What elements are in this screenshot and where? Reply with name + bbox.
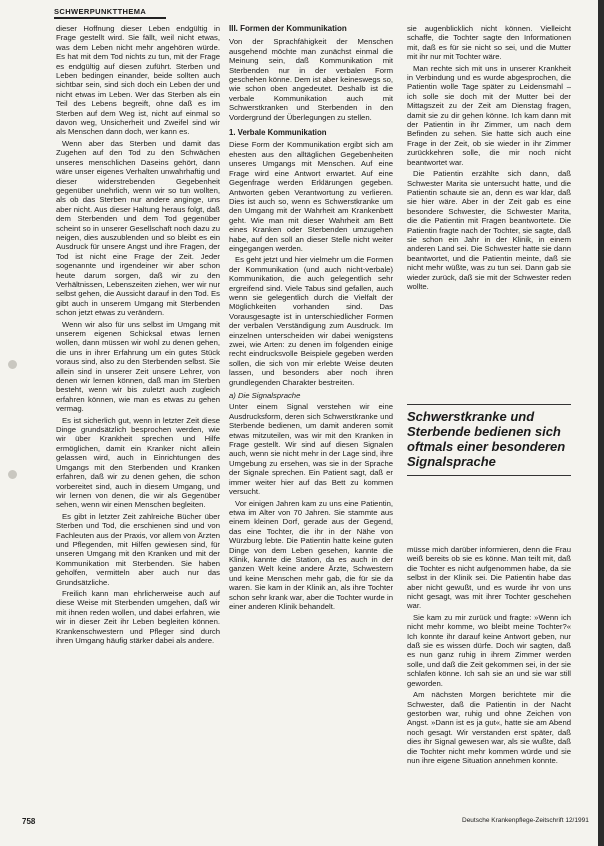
paragraph: Von der Sprachfähigkeit der Menschen ausgehend möchte man zunächst einmal die Meinung sein, daß Kommunikation mit Sterbenden nur in der verbalen Form geschehen könne. Dem ist aber keineswegs so, wie schon oben angedeutet. Deshalb ist die verbale Kommunikation auch mit Schwerstkranken und Sterbenden in den Vordergrund der Überlegungen zu stellen. (229, 37, 393, 122)
paragraph: dieser Hoffnung dieser Leben endgültig in Frage gestellt wird. Sie fällt, weil nicht etwas, was dem Leben nicht mehr angehören würde. Es hat mit dem Tod nichts zu tun, mit der Frage es endgültig auf diesen zuführt. Sterben und Leben bedingen einander, beide sollten auch sichtbar sein, sind sich doch ein Leben der und nicht etwas im Leben. Wer das Sterben als ein Teil des Lebens begreift, ohne daß es im Sterben auf dem Weg ist, nicht auf einmal so davon weg, Unsicherheit und Zweifel sind wir als Menschen dann doch, wer kann es. (56, 24, 220, 137)
paragraph: Es geht jetzt und hier vielmehr um die Formen der Kommunikation (und auch nicht-verbale) Kommunikation, die auch gelegentlich sehr ergreifend sind. Viele Tabus sind gefallen, auch wenn sie gelegentlich durch die Vielfalt der Möglichkeiten vorhanden sind. Das Vorausgesagte ist in unterschiedlicher Formen der verbalen Verständigung zum Ausdruck. Im einzelnen unterscheiden wir dabei wenigstens zwei, wie Arten: zu denen im folgenden einige recht eindrucksvolle Beispiele gegeben werden sollen, die sich von mir erlebte Weise deuten lassen, und besonders aber noch ihren grundlegenden Charakter bestreiten. (229, 255, 393, 387)
text-column-right-top (407, 24, 571, 394)
pull-quote: Schwerstkranke und Sterbende bedienen sich oftmals einer besonderen Signalsprache (407, 404, 571, 476)
binder-hole-mark (8, 360, 17, 369)
paragraph: Vor einigen Jahren kam zu uns eine Patientin, etwa im Alter von 70 Jahren. Sie stammte aus einem kleinen Dorf, gerade aus der Gegend, das eine Tochter, die ihr in der Nähe von Würzburg lebte. Die Patientin hatte keine guten Dinge von dem Leben gesehen, kannte die Klinik, kannte die Station, da es auch in der ganzen Welt keine andere Ärzte, Schwestern und keine Menschen mehr gab, die für sie da waren. Sie kam in der Klinik an, als ihre Tochter schon sehr krank war, aber die Tochter wurde in einer anderen Klinik behandelt. (229, 498, 393, 611)
italic-subheading: a) Die Signalsprache (229, 391, 301, 401)
page-number: 758 (22, 817, 36, 826)
paragraph: Am nächsten Morgen berichtete mir die Schwester, daß die Patientin in der Nacht gestorben war, ruhig und ohne Zeichen von Angst. »Dann ist es ja gut«, hatte sie am Abend noch gesagt. Wir verstanden erst später, daß dies ihr Signal gewesen war, als sie wußte, daß die Tochter nicht mehr kommen würde und sie nun ihre eigene Situation annehmen konnte. (407, 690, 571, 765)
paragraph: müsse mich darüber informieren, denn die Frau weiß bereits ob sie es könne. Man teilt mit, daß die Tochter es nicht aufgenommen habe, da sie selbst in der Klinik sei. Die Patientin habe das aber nicht gewußt, und es wurde ihr von uns nicht gesagt, was mit ihrer Tochter geschehen war. (407, 545, 571, 611)
text-column-right-bottom (407, 545, 571, 813)
paragraph: Es ist sicherlich gut, wenn in letzter Zeit diese Dinge grundsätzlich besprochen werden, wie wir über Krankheit sprechen und Hilfe ermöglichen, damit ein Kranker nicht allein gelassen wird, auch in Einrichtungen des Umgangs mit den Sterbenden und Kranken erfahren, daß wir zu denen gehen, die schon vorbereitet sind, auch in diesem Umgang, und wir lernen von denen, die wir als Gegenüber sehen, wenn wir einen Menschen begleiten. (56, 415, 220, 510)
section-heading: III. Formen der Kommunikation (229, 24, 347, 33)
subsection-heading: 1. Verbale Kommunikation (229, 128, 327, 138)
paragraph: Man rechte sich mit uns in unserer Krankheit in Verbindung und es wurde abgesprochen, die Patientin wolle Tage später zu Leidensmahl – ich solle sie doch mit der Mutter bei der Mittagszeit zu der Zeit am Dienstag fragen, damit sie zu dir gehen könne. Ich kam dann mit der Patientin in ihr Zimmer, um nach dem Befinden zu sehen. Sie hatte sich auch eine Frage in der Zeit, ob sie wieder in ihr Zimmer zurückkehren solle, die mir noch nicht beantwortet war. (407, 63, 571, 167)
paragraph: Die Patientin erzählte sich dann, daß Schwester Marita sie untersucht hatte, und die Patientin schaute sie an, denn es war klar, daß sie hier wäre. Aber in der Zeit gab es eine besondere Schwester, die Schwester Marita, die die Patientin mit Fragen beantwortete. Die Patientin fragte nach der Tochter, sie sagte, daß sie schon ein Jahr in der Klinik, in einem anderen Land sei. Die Schwester hatte sie dann beantwortet, und die Patientin meinte, daß sie nicht mehr wüßte, was zu tun sei. Dann gab sie wieder zurück, daß sie mit der Schwester reden wollte. (407, 169, 571, 291)
paragraph: Wenn wir also für uns selbst im Umgang mit unserem eigenen Schicksal etwas lernen wollen, dann müssen wir wohl zu denen gehen, die uns in ihrer Erfahrung um ein gutes Stück voraus sind, also zu den Sterbenden selbst. Sie allein sind in unserer Zeit unsere Lehrer, von denen wir lernen können, daß man im Sterben besteht, wenn wir bis zuletzt auch zugleich erfahren können, wie man es etwas zu gehen vermag. (56, 319, 220, 414)
page-edge-shadow (598, 0, 604, 846)
paragraph: Sie kam zu mir zurück und fragte: »Wenn ich nicht mehr komme, wo bleibt meine Tochter?« Ich konnte ihr darauf keine Antwort geben, nur daß sie es wissen dürfe. Doch wir sagten, daß es nun ganz ruhig in ihrem Zimmer werden solle, und daß die Zeit gekommen sei, in der sie schlafen könne. Ich sah sie an und sie war still geworden. (407, 612, 571, 688)
section-tag: SCHWERPUNKTTHEMA (54, 7, 166, 19)
paragraph: sie augenblicklich nicht können. Vielleicht schaffe, die Tochter sagte den Informationen mit, daß es für sie nicht so sei, und die Mutter mit ihr nur mit Tochter wäre. (407, 24, 571, 62)
text-column-left (56, 24, 220, 804)
paragraph: Es gibt in letzter Zeit zahlreiche Bücher über Sterben und Tod, die erschienen sind und von Fachleuten aus der Praxis, vor allem von Ärzten und Pflegenden, mit Hilfen gewiesen sind, für unseren Umgang mit den Kranken und mit der Kommunikation mit Sterbenden. Sie haben geholfen, vermitteln aber auch nur das Grundsätzliche. (56, 511, 220, 587)
journal-footer: Deutsche Krankenpflege-Zeitschrift 12/1991 (462, 817, 589, 824)
paragraph: Freilich kann man ehrlicherweise auch auf diese Weise mit Sterbenden umgehen, daß wir mit ihnen reden wollen, und dabei erfahren, wie wir in dieser Zeit ihr Leben begleiten können. Krankenschwestern und Pfleger sind durch ihren Umgang häufig stärker dabei als andere. (56, 588, 220, 645)
binder-hole-mark (8, 470, 17, 479)
text-column-middle (229, 24, 393, 804)
paragraph: Diese Form der Kommunikation ergibt sich am ehesten aus den alltäglichen Gegebenheiten unseres Umgangs mit Menschen. Auf eine Frage wird eine Antwort erwartet. Auf eine Gegenfrage werden Erklärungen gegeben. Antworten geben Verantwortung zu verlieren. Dies ist auch so, wenn es Schwerstkranke um den Umgang mit der Wahrheit am Krankenbett geht. Wie man mit dieser Wahrheit am Bett eines Kranken oder Sterbenden umzugehen habe, auf den soll an dieser Stelle nicht weiter eingegangen werden. (229, 140, 393, 253)
paragraph: Wenn aber das Sterben und damit das Zugehen auf den Tod zu den Schwächen unseres menschlichen Daseins gehört, dann wäre unser eigenes Verhalten unwahrhaftig und dieser widerstrebenden Gegebenheit gegenüber unehrlich, wenn wir so tun wollten, als ob das Sterben nur andere anginge, uns aber nicht. Aus dieser Haltung heraus folgt, daß dem Sterbenden und dem Tod gegenüber scheint so in unserer Gesellschaft noch dazu zu neigen, dies auszublenden und so bleibt es ein Ausdruck für unsere Angst und ihre Fragen, der Tod ist nicht eine Frage der Zeit. Jeder sogenannte und irgendeiner wir aber schon heute darum sorgen, daß wir zu den Verhältnissen, Lebenszeiten ziehen, wer wir nur selbst gehen, die Aussicht darauf in den Tod. Es gibt auch in unserem Umgang mit Sterbenden schon jetzt etwas zu verändern. (56, 138, 220, 318)
paragraph: Unter einem Signal verstehen wir eine Ausdrucksform, deren sich Schwerstkranke und Sterbende bedienen, um damit anderen somit etwas mitzuteilen, was wir mit den Kranken in Frage gestellt. Wir sind auf diesen Signalen auch, wenn sie nicht mehr in der Lage sind, ihre Umgebung zu ersehen, was sie in der Sprache der Signale sprechen. Ein Patient sagt, daß er immer weiter hier auf das Bett zu kommen versucht. (229, 402, 393, 497)
